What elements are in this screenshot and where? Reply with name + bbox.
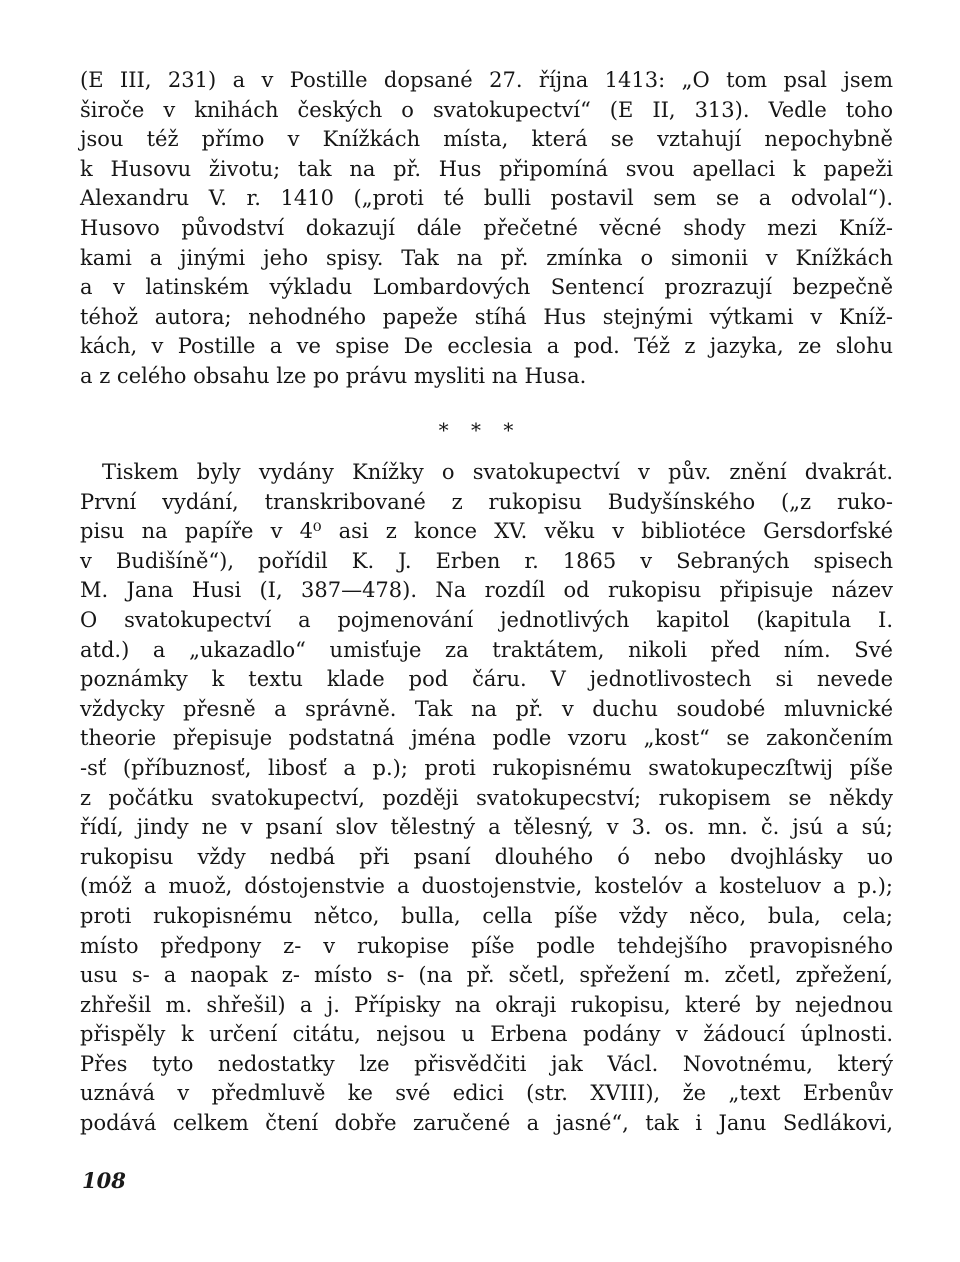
text-line: atd.) a „ukazadlo“ umisťuje za traktátem, nikoli před ním. Své	[80, 637, 893, 662]
text-line: Husovo původství dokazují dále přečetné věcné shody mezi Kníž-	[80, 215, 893, 240]
text-line: a v latinském výkladu Lombardových Sentencí prozrazují bezpečně	[80, 275, 893, 300]
text-line: První vydání, transkribované z rukopisu Budyšínského („z ruko-	[80, 489, 893, 514]
page-number: 108	[82, 1168, 126, 1193]
text-line: uznává v předmluvě ke své edici (str. XVIII), že „text Erbenův	[80, 1081, 893, 1106]
text-line: M. Jana Husi (I, 387—478). Na rozdíl od rukopisu připisuje název	[80, 578, 893, 603]
text-line: přispěly k určení citátu, nejsou u Erbena podány v žádoucí úplnosti.	[80, 1022, 893, 1047]
text-line: v Budišíně“), pořídil K. J. Erben r. 1865 v Sebraných spisech	[80, 548, 893, 573]
text-line: O svatokupectví a pojmenování jednotlivých kapitol (kapitula I.	[80, 607, 893, 632]
text-line: široče v knihách českých o svatokupectví“ (E II, 313). Vedle toho	[80, 97, 893, 122]
text-line: kách, v Postille a ve spise De ecclesia a pod. Též z jazyka, ze slohu	[80, 334, 893, 359]
text-line: téhož autora; nehodného papeže stíhá Hus stejnými výtkami v Kníž-	[80, 304, 893, 329]
text-line: zhřešil m. shřešil) a j. Přípisky na okraji rukopisu, které by nejednou	[80, 992, 893, 1017]
section-separator: * * *	[438, 418, 522, 442]
paragraph-2	[80, 458, 893, 1139]
text-line: -sť (příbuznosť, libosť a p.); proti rukopisnému swatokupeczſtwij píše	[80, 755, 893, 780]
text-line: Přes tyto nedostatky lze přisvědčiti jak Václ. Novotnému, který	[80, 1051, 893, 1076]
text-line: Alexandru V. r. 1410 („proti té bulli postavil sem se a odvolal“).	[80, 186, 893, 211]
text-line: usu s- a naopak z- místo s- (na př. sčetl, spřežení m. zčetl, zpřežení,	[80, 963, 893, 988]
text-line: Tiskem byly vydány Knížky o svatokupectví v pův. znění dvakrát.	[102, 460, 893, 484]
paragraph-1	[80, 66, 893, 392]
text-line: poznámky k textu klade pod čáru. V jednotlivostech si nevede	[80, 667, 893, 692]
text-line: řídí, jindy ne v psaní slov tělestný a tělesný, v 3. os. mn. č. jsú a sú;	[80, 815, 893, 840]
text-line: proti rukopisnému nětco, bulla, cella píše vždy něco, bula, cela;	[80, 903, 893, 928]
text-line: k Husovu životu; tak na př. Hus připomíná svou apellaci k papeži	[80, 156, 893, 181]
text-line: (móž a muož, dóstojenstvie a duostojenstvie, kostelóv a kosteluov a p.);	[80, 874, 893, 899]
text-line: místo předpony z- v rukopise píše podle tehdejšího pravopisného	[80, 933, 893, 958]
text-line: podává celkem čtení dobře zaručené a jasné“, tak i Janu Sedlákovi,	[80, 1111, 893, 1136]
text-line: z počátku svatokupectví, později svatokupecství; rukopisem se někdy	[80, 785, 893, 810]
text-line: pisu na papíře v 4⁰ asi z konce XV. věku v bibliotéce Gersdorfské	[80, 519, 893, 544]
text-line: a z celého obsahu lze po právu mysliti na Husa.	[80, 363, 587, 388]
text-line: vždycky přesně a správně. Tak na př. v duchu soudobé mluvnické	[80, 696, 893, 721]
text-line: theorie přepisuje podstatná jména podle vzoru „kost“ se zakončením	[80, 726, 893, 751]
text-line: kami a jinými jeho spisy. Tak na př. zmínka o simonii v Knížkách	[80, 245, 893, 270]
text-line: jsou též přímo v Knížkách místa, která se vztahují nepochybně	[80, 127, 893, 152]
text-line: rukopisu vždy nedbá při psaní dlouhého ó nebo dvojhlásky uo	[80, 844, 893, 869]
text-line: (E III, 231) a v Postille dopsané 27. října 1413: „O tom psal jsem	[80, 68, 893, 92]
